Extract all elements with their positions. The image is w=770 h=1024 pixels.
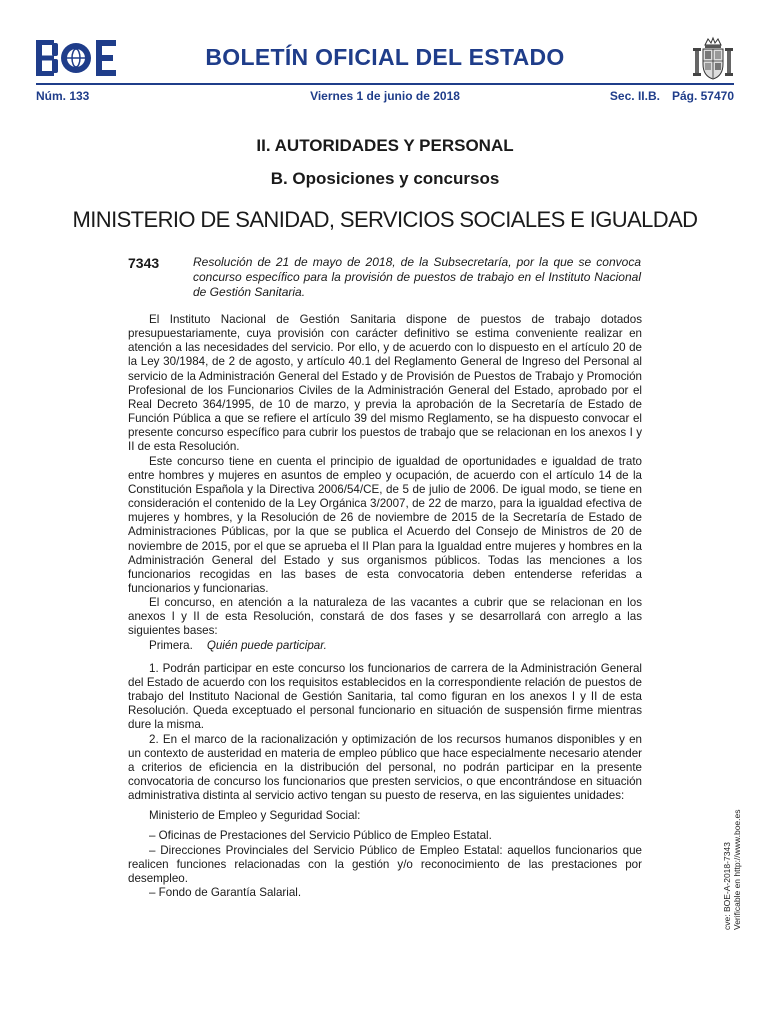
spanish-coat-of-arms-icon [690, 36, 736, 82]
body-paragraph: El Instituto Nacional de Gestión Sanitaria dispone de puestos de trabajo dotados presupuestariamente, cuya provisión con carácter definitivo se estima conveniente realizar en atención a las necesidades del servicio. Por ello, y de acuerdo con lo dispuesto en el artículo 20 de la Ley 30/1984, de 2 de agosto, y artículo 40.1 del Reglamento General de Ingreso del Personal al servicio de la Administración General del Estado y de Provisión de Puestos de Trabajo y Promoción Profesional de los Funcionarios Civiles de la Administración General del Estado, aprobado por el Real Decreto 364/1995, de 10 de marzo, y previa la aprobación de la Secretaría de Estado de Función Pública a que se refiere el artículo 39 del mismo Reglamento, se ha dispuesto convocar el presente concurso específico para cubrir los puestos de trabajo que se relacionan en los anexos I y II de esta Resolución. [128, 313, 642, 454]
subsection-heading: B. Oposiciones y concursos [270, 169, 500, 188]
page-reference [610, 89, 734, 103]
boe-logo [36, 40, 116, 76]
issue-meta-row [36, 89, 734, 105]
page-number: Pág. 57470 [671, 89, 734, 103]
ministry-heading: MINISTERIO DE SANIDAD, SERVICIOS SOCIALES E IGUALDAD [72, 207, 698, 232]
base-title: Quién puede participar. [206, 638, 327, 652]
section-heading: II. AUTORIDADES Y PERSONAL [256, 136, 514, 155]
header-divider [36, 83, 734, 85]
unit-list-item: – Fondo de Garantía Salarial. [149, 886, 302, 900]
base-heading [128, 639, 642, 653]
journal-title: BOLETÍN OFICIAL DEL ESTADO [205, 44, 565, 70]
unit-heading: Ministerio de Empleo y Seguridad Social: [149, 809, 361, 823]
item-number: 7343 [128, 255, 160, 271]
verification-link[interactable]: Verificable en http://www.boe.es [732, 809, 742, 930]
body-paragraph: El concurso, en atención a la naturaleza de las vacantes a cubrir que se relacionan en los anexos I y II de esta Resolución, constará de dos fases y se desarrollará con arreglo a las siguientes bases: [128, 596, 642, 638]
base-point: 2. En el marco de la racionalización y optimización de los recursos humanos disponibles y en un contexto de austeridad en materia de empleo público que hace especialmente necesario atender a criterios de eficiencia en la distribución del personal, no podrán participar en la presente convocatoria de concurso los funcionarios que presten servicios, o que encontrándose en situación administrativa distinta al servicio activo tengan su puesto de reserva, en las siguientes unidades: [128, 732, 642, 803]
unit-list-item: – Direcciones Provinciales del Servicio Público de Empleo Estatal: aquellos funcionarios que realicen funciones relacionadas con la gestión y/o reconocimiento de las prestaciones por desempleo. [128, 843, 642, 885]
verification-note [722, 809, 752, 946]
body-paragraph: Este concurso tiene en cuenta el principio de igualdad de oportunidades e igualdad de trato entre hombres y mujeres en asuntos de empleo y ocupación, de acuerdo con el artículo 14 de la Constitución Española y la Directiva 2006/54/CE, de 5 de julio de 2006. De igual modo, se tiene en consideración el contenido de la Ley Orgánica 3/2007, de 22 de marzo, para la igualdad efectiva de mujeres y hombres, y la Resolución de 26 de noviembre de 2015 de la Secretaría de Estado de Administraciones Públicas, por la que se publica el Acuerdo del Consejo de Ministros de 20 de noviembre de 2015, por el que se aprueba el II Plan para la Igualdad entre mujeres y hombres en la Administración General del Estado y sus organismos públicos. Todas las menciones a los funcionarios recogidas en las bases de esta convocatoria deben entenderse referidas a funcionarios y funcionarias. [128, 454, 642, 595]
boe-logo-icon [36, 40, 116, 76]
document-body [128, 313, 642, 900]
base-point: 1. Podrán participar en este concurso los funcionarios de carrera de la Administración General del Estado de acuerdo con los requisitos establecidos en la correspondiente relación de puestos de trabajo del Instituto Nacional de Gestión Sanitaria, tal como figuran en los anexos I y II de esta Resolución. Queda exceptuado el personal funcionario en situación de suspensión firme mientras dure la misma. [128, 661, 642, 732]
section-reference: Sec. II.B. [609, 89, 660, 103]
resolution-title: Resolución de 21 de mayo de 2018, de la Subsecretaría, por la que se convoca concurso específico para la provisión de puestos de trabajo en el Instituto Nacional de Gestión Sanitaria. [193, 255, 641, 299]
base-label: Primera. [149, 638, 193, 652]
issue-number: Núm. 133 [36, 89, 90, 103]
issue-date: Viernes 1 de junio de 2018 [310, 89, 460, 103]
unit-list-item: – Oficinas de Prestaciones del Servicio Público de Empleo Estatal. [149, 829, 492, 843]
cve-code: cve: BOE-A-2018-7343 [722, 842, 732, 930]
